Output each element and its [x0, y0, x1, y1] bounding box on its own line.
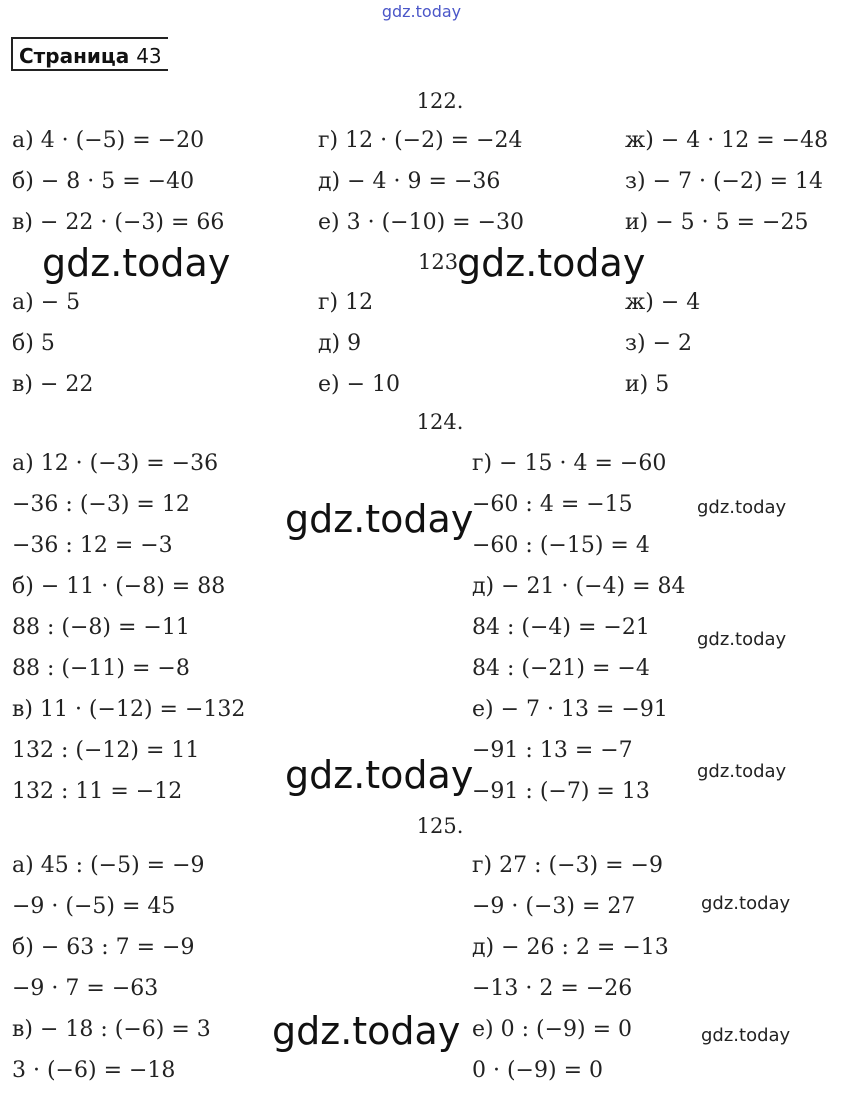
- exercise-125-title: 125.: [416, 814, 464, 838]
- ex124-left-line: в) 11 · (−12) = −132: [12, 697, 246, 722]
- watermark: gdz.today: [285, 497, 474, 541]
- ex124-right-line: −91 : 13 = −7: [472, 738, 633, 763]
- ex124-left-line: 88 : (−8) = −11: [12, 615, 190, 640]
- ex124-right-line: −91 : (−7) = 13: [472, 779, 650, 804]
- ex122-item-zh: ж) − 4 · 12 = −48: [625, 128, 829, 153]
- ex124-right-line: д) − 21 · (−4) = 84: [472, 574, 686, 599]
- ex125-right-line: г) 27 : (−3) = −9: [472, 853, 663, 878]
- watermark: gdz.today: [697, 761, 787, 782]
- ex124-left-line: 88 : (−11) = −8: [12, 656, 190, 681]
- ex123-item-v: в) − 22: [12, 372, 94, 397]
- ex124-left-line: а) 12 · (−3) = −36: [12, 451, 219, 476]
- watermark: gdz.today: [42, 241, 231, 285]
- watermark: gdz.today: [701, 1025, 791, 1046]
- watermark: gdz.today: [457, 241, 646, 285]
- ex124-left-line: 132 : (−12) = 11: [12, 738, 200, 763]
- watermark: gdz.today: [285, 753, 474, 797]
- exercise-122-title: 122.: [416, 89, 464, 113]
- ex125-right-line: е) 0 : (−9) = 0: [472, 1017, 633, 1042]
- ex125-left-line: б) − 63 : 7 = −9: [12, 935, 195, 960]
- page-label-word: Страница: [19, 44, 130, 68]
- ex124-left-line: −36 : 12 = −3: [12, 533, 173, 558]
- watermark: gdz.today: [701, 893, 791, 914]
- ex122-item-v: в) − 22 · (−3) = 66: [12, 210, 225, 235]
- watermark-top: gdz.today: [381, 2, 462, 21]
- ex122-item-a: а) 4 · (−5) = −20: [12, 128, 205, 153]
- ex123-item-zh: ж) − 4: [625, 290, 701, 315]
- page-number: 43: [136, 44, 162, 68]
- ex124-left-line: 132 : 11 = −12: [12, 779, 183, 804]
- ex122-item-z: з) − 7 · (−2) = 14: [625, 169, 823, 194]
- page-label: [11, 37, 168, 71]
- ex124-right-line: 84 : (−21) = −4: [472, 656, 650, 681]
- watermark: gdz.today: [697, 497, 787, 518]
- ex125-right-line: −13 · 2 = −26: [472, 976, 633, 1001]
- watermark: gdz.today: [697, 629, 787, 650]
- ex122-item-i: и) − 5 · 5 = −25: [625, 210, 809, 235]
- ex125-right-line: 0 · (−9) = 0: [472, 1058, 603, 1083]
- ex124-right-line: −60 : 4 = −15: [472, 492, 633, 517]
- ex123-item-b: б) 5: [12, 331, 55, 356]
- ex122-item-d: д) − 4 · 9 = −36: [318, 169, 501, 194]
- exercise-124-title: 124.: [416, 410, 464, 434]
- ex125-left-line: 3 · (−6) = −18: [12, 1058, 176, 1083]
- ex125-left-line: а) 45 : (−5) = −9: [12, 853, 205, 878]
- ex125-left-line: −9 · 7 = −63: [12, 976, 159, 1001]
- ex124-right-line: 84 : (−4) = −21: [472, 615, 650, 640]
- ex122-item-g: г) 12 · (−2) = −24: [318, 128, 523, 153]
- watermark: gdz.today: [272, 1009, 461, 1053]
- ex125-left-line: в) − 18 : (−6) = 3: [12, 1017, 211, 1042]
- ex125-right-line: −9 · (−3) = 27: [472, 894, 636, 919]
- ex123-item-d: д) 9: [318, 331, 362, 356]
- ex125-left-line: −9 · (−5) = 45: [12, 894, 176, 919]
- exercise-123-title: 123: [418, 250, 459, 274]
- ex123-item-e: е) − 10: [318, 372, 401, 397]
- ex122-item-e: е) 3 · (−10) = −30: [318, 210, 525, 235]
- ex125-right-line: д) − 26 : 2 = −13: [472, 935, 669, 960]
- ex123-item-g: г) 12: [318, 290, 374, 315]
- ex123-item-i: и) 5: [625, 372, 670, 397]
- ex124-right-line: е) − 7 · 13 = −91: [472, 697, 668, 722]
- ex124-left-line: −36 : (−3) = 12: [12, 492, 190, 517]
- ex124-right-line: г) − 15 · 4 = −60: [472, 451, 667, 476]
- ex123-item-z: з) − 2: [625, 331, 692, 356]
- ex122-item-b: б) − 8 · 5 = −40: [12, 169, 195, 194]
- ex123-item-a: а) − 5: [12, 290, 81, 315]
- ex124-right-line: −60 : (−15) = 4: [472, 533, 650, 558]
- ex124-left-line: б) − 11 · (−8) = 88: [12, 574, 226, 599]
